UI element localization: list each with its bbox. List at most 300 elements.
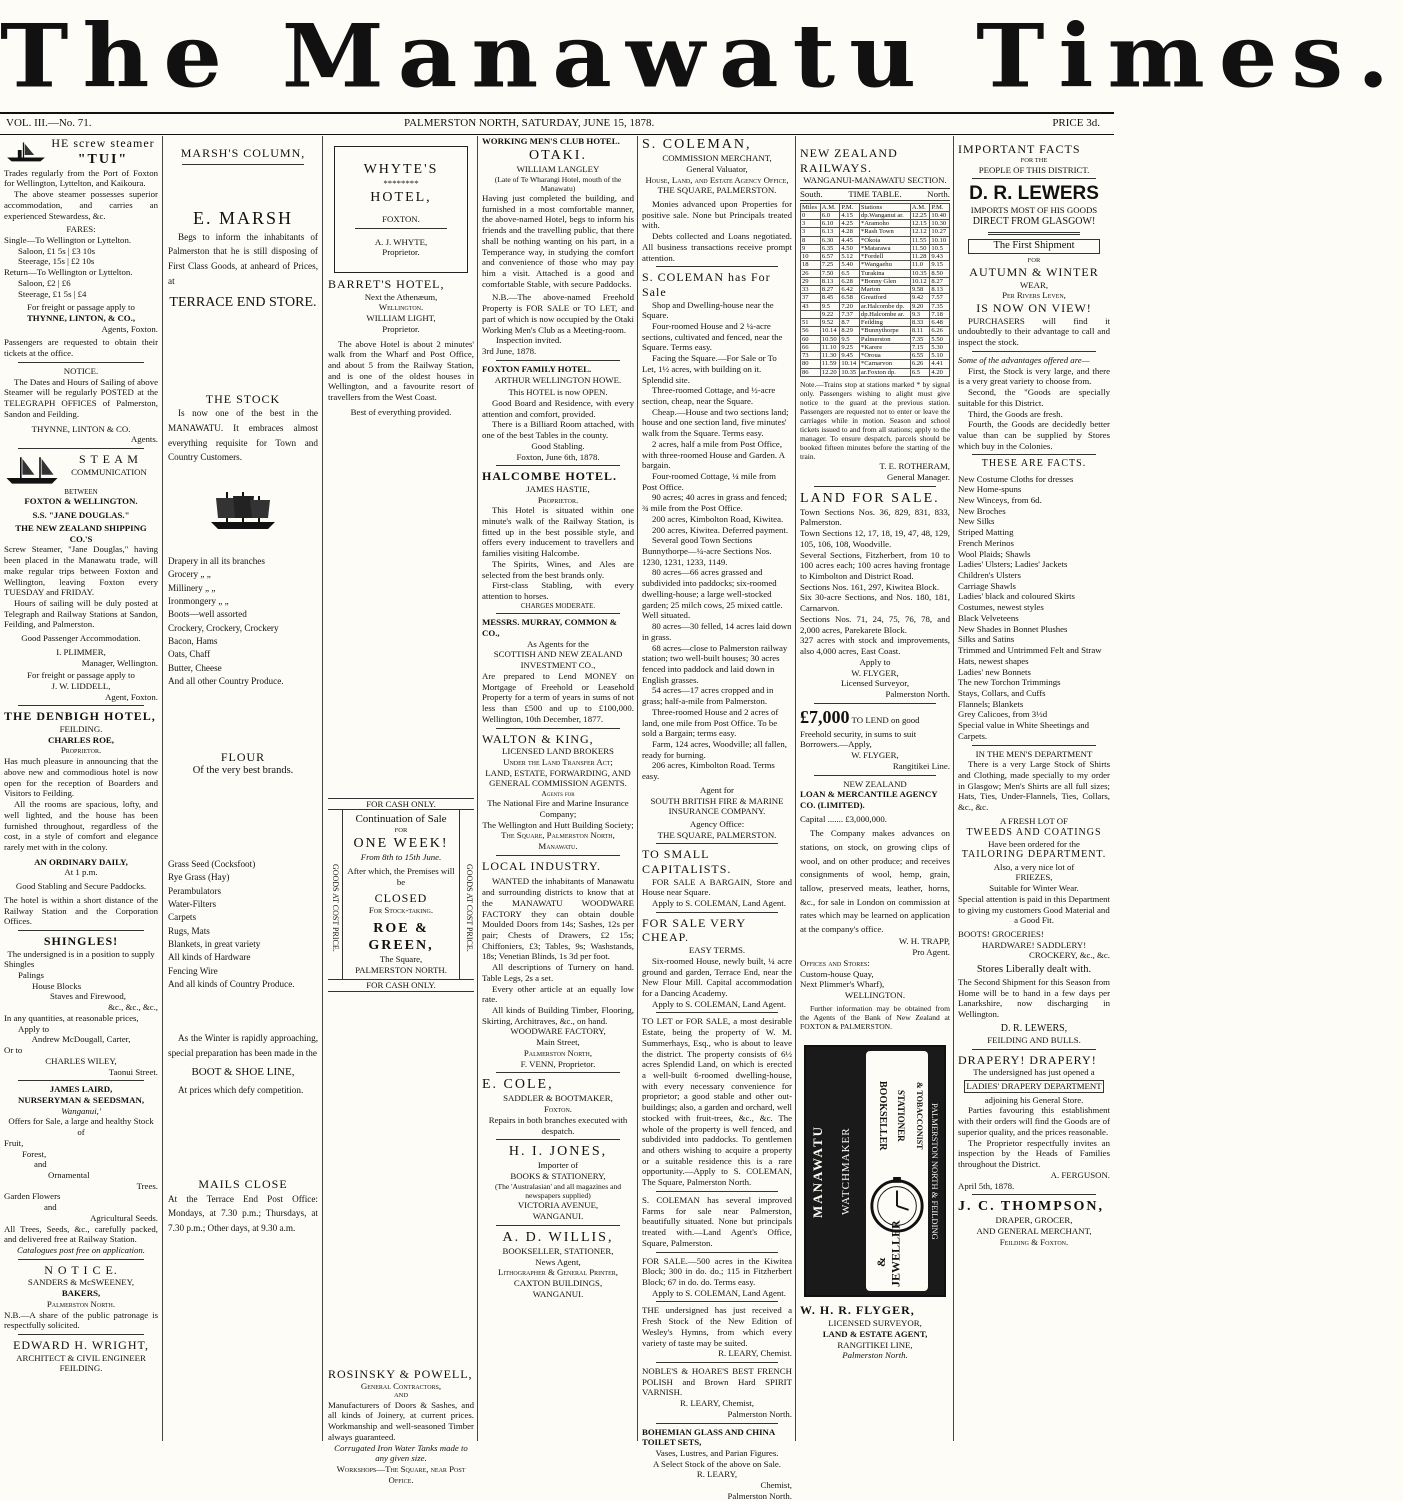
ad-text: TO LET or FOR SALE, a most desirable Estate, being the property of W. M. Summerhays, Esq., who is about to leave the district. The property consists of 6½ acres Splendid Land, on which is erected a well-built 6-roomed dwelling-house, with every necessary convenience for proprietor; a good stable and other out-buildings; also, a garden and orchard, well stocked with fruit-trees, &c., &c. The whole of the property is well fenced, and subdivided into paddocks. To gentlemen and others wishing to acquire a property or a suitable residence this is a rare opportunity.—Apply to S. COLEMAN, The Square, Palmerston North. (642, 1016, 792, 1188)
ad-subheading: TAILORING DEPARTMENT. (961, 849, 1107, 861)
timetable-row (801, 360, 950, 368)
timetable-row (801, 277, 950, 285)
ad-bakers (4, 1263, 158, 1331)
timetable-cell: 4.41 (930, 360, 950, 368)
ad-halcombe-hotel (482, 469, 634, 610)
ad-subheading: COMMUNICATION (71, 466, 147, 477)
trade: LICENSED SURVEYOR, (828, 1318, 922, 1329)
ad-text: The Spirits, Wines, and Ales are selected from the best brands only. (482, 558, 634, 580)
timetable-cell: 6.42 (840, 286, 860, 294)
ad-whytes-hotel (334, 146, 468, 273)
timetable-cell: 8.13 (930, 286, 950, 294)
ad-text: As Agents for the (527, 638, 589, 649)
ad-text: Begs to inform the inhabitants of Palmerston that he is still disposing of First Class Goods, at anheard of Prices, at (168, 231, 318, 286)
ad-text: (The 'Australasian' and all magazines and newspapers supplied) (494, 1181, 622, 1201)
timetable-cell: 7.57 (930, 294, 950, 302)
timetable-row (801, 335, 950, 343)
fare-line: Steerage, £1 5s | £4 (18, 288, 87, 299)
ad-text: AND (393, 1391, 409, 1399)
list-item: Wool Plaids; Shawls (958, 548, 1031, 559)
agent-name: Andrew McDougall, Carter, (31, 1034, 131, 1045)
list-item: All kinds of Hardware (168, 952, 251, 963)
address: RANGITIKEI LINE, (837, 1339, 913, 1350)
business-name: D. R. LEWERS (969, 183, 1099, 205)
timetable-cell: 10.14 (820, 327, 840, 335)
timetable-header: P.M. (930, 203, 950, 211)
section-heading: THE STOCK (205, 391, 281, 406)
ad-land-for-sale (800, 490, 950, 700)
ad-heading: BARRET'S HOTEL, (328, 277, 445, 292)
agent-name: THYNNE, LINTON, & CO., (26, 313, 136, 324)
list-item: 200 acres, Kimbolton Road, Kiwitea. (652, 513, 784, 524)
ad-text: FOR THE (1020, 156, 1048, 164)
ad-text: All kinds of Building Timber, Flooring, Skirting, Architraves, &c., on hand. (482, 1005, 634, 1026)
ad-bohemian-glass (642, 1427, 792, 1502)
list-item: Carpets (168, 912, 197, 923)
trade: COMMISSION MERCHANT, (662, 153, 772, 164)
ad-text: HARDWARE! SADDLERY! (981, 939, 1087, 950)
column-1 (4, 136, 158, 1441)
logo-text: & JEWELLER (874, 1220, 903, 1288)
list-item: Bacon, Hams (168, 636, 218, 647)
address: Main Street, (536, 1037, 580, 1048)
timetable-cell: 12.25 (910, 211, 930, 219)
agent-name: I. PLIMMER, (56, 646, 106, 657)
divider (656, 1362, 778, 1363)
place: Feilding & Foxton. (999, 1236, 1069, 1247)
ad-text: Catalogues post free on application. (17, 1245, 145, 1256)
timetable-cell: *Oroua (859, 352, 910, 360)
ad-heading: IMPORTANT FACTS (958, 142, 1081, 156)
fares-heading: FARES: (66, 224, 96, 235)
list-item: Garden Flowers (4, 1191, 61, 1202)
ad-text: Or to (4, 1045, 23, 1056)
ad-heading: S. COLEMAN has For Sale (642, 270, 771, 299)
list-item: House Blocks (32, 980, 82, 991)
ad-text: Every other article at an equally low rate. (482, 983, 634, 1005)
column-rule (477, 136, 478, 1441)
column-5 (642, 136, 792, 1501)
ship-icon (4, 136, 48, 164)
agent-role: Pro Agent. (912, 947, 950, 958)
ad-text: The Proprietor respectfully invites an inspection by the Heads of Families throughout the District. (958, 1137, 1110, 1170)
place: Wanganui,' (61, 1105, 101, 1116)
ad-text: Inspection invited. (496, 335, 562, 346)
ad-text: Good Stabling. (531, 440, 585, 451)
ad-text: Has much pleasure in announcing that the above new and commodious hotel is now open for the reception of Boarders and Visitors to Feilding. (4, 756, 158, 799)
timetable-cell: 9 (801, 244, 821, 252)
timetable-cell: 7.18 (930, 310, 950, 318)
fares-list (4, 235, 158, 299)
timetable-cell: Palmerston (859, 335, 910, 343)
column-rule (162, 136, 163, 1441)
timetable-cell: 6.0 (820, 211, 840, 219)
list-item: Black Velveteens (958, 612, 1019, 623)
timetable-cell: dp.Halcombe ar. (859, 310, 910, 318)
agent-role: Agents, Foxton. (101, 323, 158, 334)
ad-subheading: NURSERYMAN & SEEDSMAN, (17, 1094, 145, 1105)
ad-subheading: LADIES' DRAPERY DEPARTMENT (964, 1080, 1104, 1093)
ad-heading: LOAN & MERCANTILE AGENCY CO. (LIMITED). (800, 789, 938, 810)
ad-architect (4, 1338, 158, 1374)
business-name: SANDERS & McSWEENEY, (27, 1277, 135, 1288)
timetable-cell: 56 (801, 327, 821, 335)
list-item: Butter, Cheese (168, 662, 222, 673)
timetable-row (801, 253, 950, 261)
ad-heading: S T E A M (79, 451, 139, 466)
ad-subheading: THESE ARE FACTS. (981, 458, 1087, 470)
divider (18, 1259, 144, 1260)
ad-to-let (642, 1016, 792, 1188)
ad-text: The Company makes advances on stations, on stock, on growing clips of wool, and on other produce; and receives consignments of wool, hemp, grain, tallow, preserved meats, leather, horns, &c., for sale in London on commission at rates which may be learned on application at the company's office. (800, 828, 950, 934)
list-item: Costumes, newest styles (958, 602, 1044, 613)
column-title: MARSH'S COLUMN, (180, 146, 306, 160)
ad-french-polish (642, 1366, 792, 1420)
ad-text: After which, the Premises will be (347, 866, 455, 888)
divider (496, 855, 620, 856)
place: Palmerston North. (885, 688, 950, 699)
timetable-row (801, 352, 950, 360)
ad-text: Suitable for Winter Wear. (989, 883, 1079, 894)
timetable-cell: 8.27 (930, 277, 950, 285)
proprietor-role: Proprietor. (60, 745, 102, 756)
divider (972, 454, 1096, 455)
trade: LAND & ESTATE AGENT, (822, 1328, 928, 1339)
list-item: Carriage Shawls (958, 580, 1016, 591)
place: FEILDING. (59, 1363, 103, 1374)
ad-heading: FOR SALE VERY CHEAP. (642, 915, 746, 945)
ad-denbigh-hotel (4, 709, 158, 927)
timetable-cell: 60 (801, 335, 821, 343)
place: FEILDING AND BULLS. (987, 1034, 1081, 1045)
address: THE SQUARE, PALMERSTON. (657, 829, 777, 840)
ad-manawatu-jeweller-logo (804, 1045, 946, 1297)
list-item: Ladies' Ulsters; Ladies' Jackets (958, 559, 1068, 570)
trade: BOOKSELLER, STATIONER, (502, 1245, 614, 1256)
timetable-cell: 9.52 (820, 319, 840, 327)
list-item: Perambulators (168, 885, 222, 896)
place: Palmerston North, (523, 1047, 593, 1058)
timetable-cell: 11.10 (820, 343, 840, 351)
section-heading: BOOT & SHOE LINE, (191, 1065, 295, 1078)
timetable-title: TIME TABLE. (848, 188, 902, 199)
ad-text: Apply to S. COLEMAN, Land Agent. (652, 998, 786, 1009)
agent-role: Manager, Wellington. (81, 657, 158, 668)
company-name: THE NEW ZEALAND SHIPPING CO.'S (15, 522, 147, 544)
ad-heading: LOCAL INDUSTRY. (482, 858, 602, 873)
ad-text: The undersigned has just opened a (973, 1067, 1095, 1078)
ad-text: Of the very best brands. (192, 765, 294, 777)
price: PRICE 3d. (1052, 117, 1100, 129)
trade: Licensed Surveyor, (840, 678, 910, 689)
ad-subheading: Stores Liberally dealt with. (976, 964, 1092, 976)
list-item: New Home-spuns (958, 484, 1022, 495)
list-item: Oats, Chaff (168, 649, 211, 660)
address: Custom-house Quay, (800, 968, 874, 979)
timetable-header: A.M. (820, 203, 840, 211)
timetable-cell: 5.50 (930, 335, 950, 343)
ad-text: Are prepared to Lend MONEY on Mortgage of Freehold or Leasehold Property for a term of years in sums of not less than £500 and up to £100,000. Wellington, 10th December, 1877. (482, 670, 634, 724)
list-item: 68 acres—close to Palmerston railway station; two well-built houses; 30 acres fenced into paddock and laid down in English grasses. (642, 642, 788, 685)
ad-heading: WHYTE'S (363, 162, 439, 177)
timetable-cell: 11.59 (820, 360, 840, 368)
timetable-cell: 7.50 (820, 269, 840, 277)
list-item: New Broches (958, 505, 1006, 516)
list-item: 90 acres; 40 acres in grass and fenced; ¾ mile from the Post Office. (642, 492, 788, 514)
direction-label: South. (800, 188, 823, 199)
timetable-cell: 6.30 (820, 236, 840, 244)
ad-text: All Trees, Seeds, &c., carefully packed, and delivered free at Railway Station. (4, 1223, 158, 1245)
company-name: SCOTTISH AND NEW ZEALAND INVESTMENT CO., (493, 649, 623, 671)
ad-otaki-hotel (482, 136, 634, 357)
ornament: ******** (383, 178, 419, 189)
goods-list (168, 555, 318, 688)
ad-text: Corrugated Iron Water Tanks made to any given size. (334, 1442, 468, 1464)
newspaper-title: The Manawatu Times. (0, 4, 1403, 108)
divider (18, 930, 144, 931)
business-name: WOODWARE FACTORY, (510, 1026, 606, 1037)
ad-heading: SHINGLES! (43, 933, 119, 948)
list-item: and (34, 1159, 47, 1170)
list-item: Fruit, (4, 1137, 24, 1148)
place: Palmerston North. (46, 1298, 116, 1309)
timetable-header: A.M. (910, 203, 930, 211)
ad-text: This HOTEL is now OPEN. (508, 387, 608, 398)
timetable-cell: 11.30 (820, 352, 840, 360)
proprietor-name: F. VENN, Proprietor. (520, 1058, 596, 1069)
ship-icon (4, 452, 60, 488)
address: The Square, (379, 954, 423, 965)
divider (355, 228, 447, 229)
timetable-cell: 10 (801, 253, 821, 261)
ad-text: A Select Stock of the above on Sale. (652, 1458, 781, 1469)
timetable-cell: 5.12 (840, 253, 860, 261)
timetable-cell: 9.20 (910, 302, 930, 310)
ad-text: Under the Land Transfer Act; (503, 756, 613, 767)
trade: BOOKS & STATIONERY, (510, 1171, 606, 1182)
ad-text: NEW ZEALAND (843, 778, 907, 789)
timetable-cell: 9.43 (930, 253, 950, 261)
ad-text: Apply to S. COLEMAN, Land Agent. (652, 898, 786, 909)
list-item: Shop and Dwelling-house near the Square. (642, 299, 774, 321)
property-list (642, 300, 792, 782)
timetable-cell: 4.20 (930, 368, 950, 376)
ad-heading: E. COLE, (482, 1077, 554, 1093)
timetable-cell: 6.26 (910, 360, 930, 368)
ad-leary-hymns (642, 1305, 792, 1359)
divider (18, 362, 144, 363)
timetable-cell: 51 (801, 319, 821, 327)
timetable-row (801, 302, 950, 310)
trade: BAKERS, (61, 1288, 101, 1299)
store-name: TERRACE END STORE. (169, 295, 317, 311)
list-item: Silks and Satins (958, 634, 1015, 645)
list-item: Facing the Square.—For Sale or To Let, 1½ acres, with building on it. Splendid site. (642, 353, 777, 385)
divider (814, 486, 936, 487)
timetable-cell: 5.30 (930, 343, 950, 351)
timetable-cell: 6.35 (820, 244, 840, 252)
list-item: Crockery, Crockery, Crockery (168, 622, 279, 633)
address: Workshops—The Square, near Post Office. (336, 1464, 466, 1485)
ad-banner: FOR CASH ONLY. (366, 979, 436, 990)
timetable-cell: 8.11 (910, 327, 930, 335)
divider (656, 1191, 778, 1192)
address: Next Plimmer's Wharf), (800, 979, 885, 990)
ad-text: Apply to S. COLEMAN, Land Agent. (652, 1287, 786, 1298)
list-item: Grey Calicoes, from 3½d (958, 709, 1048, 720)
ad-heading: ONE WEEK! (353, 835, 449, 851)
address: Taonui Street. (108, 1066, 158, 1077)
business-name: E. MARSH (192, 207, 293, 228)
fare-line: Single—To Wellington or Lyttelton. (4, 235, 132, 246)
timetable-cell: 80 (801, 360, 821, 368)
column-rule (322, 136, 323, 1441)
ad-text: FOR (394, 826, 408, 834)
ad-heading: HE screw steamer (51, 136, 155, 150)
divider (328, 991, 474, 992)
section-heading: MAILS CLOSE (198, 1177, 288, 1192)
timetable-cell: 6.28 (840, 277, 860, 285)
timetable-cell: 8.7 (840, 319, 860, 327)
ad-text: Some of the advantages offered are— (958, 354, 1090, 365)
timetable-cell: 6.48 (930, 319, 950, 327)
business-name: ROE & GREEN, (368, 921, 434, 954)
list-item: Trimmed and Untrimmed Felt and Straw Hats, newest shapes (958, 645, 1102, 666)
timetable-row (801, 310, 950, 318)
company-name: SOUTH BRITISH FIRE & MARINE INSURANCE COMPANY. (650, 795, 784, 817)
proprietor-name: CHARLES ROE, (48, 734, 114, 745)
list-item: Flannels; Blankets (958, 698, 1024, 709)
list-item: Ironmongery „ „ (168, 596, 229, 607)
timetable-cell: 9.45 (840, 352, 860, 360)
ad-subheading: FRIEZES, (1015, 872, 1053, 883)
column-rule (795, 136, 796, 1441)
list-item: New Costume Cloths for dresses (958, 473, 1074, 484)
divider (18, 448, 144, 449)
divider (656, 1012, 778, 1013)
ad-foxton-family-hotel (482, 364, 634, 462)
list-item: Four-roomed House and 2 ¼-acre sections, cultivated and fenced, near the Square. Terms easy. (642, 320, 783, 353)
list-item: And all kinds of Country Produce. (168, 978, 295, 989)
ad-heading: CLOSED (374, 890, 428, 905)
ad-text: The Second Shipment for this Season from Home will be to hand in a few days per Lanarkshire, now discharging in Wellington. (958, 976, 1110, 1020)
ad-text: Vases, Lustres, and Parian Figures. (655, 1448, 779, 1459)
timetable-note: Note.—Trains stop at stations marked * by signal only. Passengers wishing to alight must give notice to the guard at the previous station. Passengers are requested not to enter or leave the carriages while in motion. Season and school tickets issued to and from all stations; apply to the manager. To ensure despatch, parcels should be booked fifteen minutes before the starting of the train. (800, 379, 950, 462)
ad-text: Apply to (18, 1023, 50, 1034)
ad-text: FOR SALE A BARGAIN, Store and House near Square. (642, 876, 792, 898)
proprietor-role: Proprietor. (382, 323, 420, 334)
list-item: Forest, (22, 1148, 47, 1159)
list-item: And all other Country Produce. (168, 676, 284, 687)
agent-name: CHARLES WILEY, (45, 1055, 117, 1066)
timetable-cell: 7.20 (840, 302, 860, 310)
ad-barrets-hotel (328, 277, 474, 418)
date: Foxton, June 6th, 1878. (516, 451, 600, 462)
ad-text: TO LEND on good Freehold security, in sums to suit Borrowers.—Apply, (800, 714, 920, 750)
ad-text: This Hotel is situated within one minute's walk of the Railway Station, is fitted up in the best possible style, and offers every inducement to travellers and families visiting Halcombe. (482, 505, 634, 559)
timetable-cell: *Bonny Glen (859, 277, 910, 285)
divider (496, 1072, 620, 1073)
list-item: Children's Ulsters (958, 570, 1021, 581)
agent-role: Agent, Foxton. (104, 691, 158, 702)
ad-jones-books (482, 1143, 634, 1221)
ad-text: BOOTS! GROCERIES! (958, 928, 1044, 939)
place: PALMERSTON NORTH. (355, 965, 447, 976)
list-item: The new Torchon Trimmings (958, 677, 1061, 688)
ad-heading: WALTON & KING, (482, 731, 594, 746)
ad-text: The above Hotel is about 2 minutes' walk from the Wharf and Post Office, and about 5 from the Railway Station, and is one of the oldest houses in Wellington, and a favourite resort of travellers from the West Coast. (328, 338, 474, 403)
manager-role: General Manager. (886, 471, 950, 482)
ad-text: At the Terrace End Post Office: Mondays, at 7.30 p.m.; Thursdays, at 7.30 p.m.; Other days, at 9.30 a.m. (168, 1194, 318, 1233)
list-item: &c., &c., &c., (108, 1002, 158, 1013)
timetable-cell: *Wangaehu (859, 261, 910, 269)
timetable-cell: Feilding (859, 319, 910, 327)
address: THE SQUARE, PALMERSTON. (657, 185, 777, 196)
ad-text: A FRESH LOT OF (999, 815, 1069, 826)
trade: Chemist, (760, 1480, 792, 1491)
place: WANGANUI. (532, 1288, 584, 1299)
ad-thompson-draper (958, 1198, 1110, 1247)
agent-name: W. H. TRAPP, (898, 936, 950, 947)
divider (182, 164, 304, 165)
place: Palmerston North. (727, 1408, 792, 1419)
list-item: Ornamental (48, 1169, 90, 1180)
timetable-cell: *Okoia (859, 236, 910, 244)
list-item: Special value in White Sheetings and Carpets. (958, 720, 1090, 741)
business-name: R. LEARY, Chemist. (718, 1348, 792, 1359)
logo-text: BOOKSELLER (877, 1080, 888, 1151)
route: FOXTON & WELLINGTON. (24, 496, 138, 507)
list-item: Boots—well assorted (168, 609, 247, 620)
ad-text: (Late of Te Wharangi Hotel, mouth of the Manawatu) (494, 174, 622, 193)
list-item: Blankets, in great variety (168, 938, 261, 949)
timetable-header: Stations (859, 203, 910, 211)
proprietor-name: WILLIAM LANGLEY (516, 163, 600, 174)
timetable-cell: Turakina (859, 269, 910, 277)
list-item: Striped Matting (958, 527, 1014, 538)
list-item: 80 acres—66 acres grassed and subdivided into paddocks; six-roomed dwelling-house; a large well-stocked garden; 25 milch cows, 25 mixed cattle. Well situated. (642, 567, 783, 621)
timetable-row (801, 261, 950, 269)
timetable-cell: 9.25 (840, 343, 860, 351)
timetable-cell: 8.29 (840, 327, 860, 335)
trade: LICENSED LAND BROKERS (502, 746, 614, 757)
date: April 5th, 1878. (958, 1180, 1015, 1191)
timetable-cell: 4.15 (840, 211, 860, 219)
column-rule (953, 136, 954, 1441)
ad-text: Repairs in both branches executed with despatch. (488, 1114, 628, 1136)
ad-subheading: AUTUMN & WINTER (969, 265, 1099, 280)
timetable-cell: 12.20 (820, 368, 840, 376)
divider (656, 843, 778, 844)
ad-text: For freight or passage apply to (27, 302, 135, 313)
ad-text: For Stock-taking. (368, 905, 434, 916)
divider (656, 912, 778, 913)
manager-name: T. E. ROTHERAM, (879, 461, 950, 472)
ad-notice (4, 366, 158, 445)
agent-role: Agents. (130, 434, 158, 445)
ad-heading: J. C. THOMPSON, (958, 1199, 1105, 1215)
divider (496, 465, 620, 466)
company-name: The National Fire and Marine Insurance Company; (487, 798, 629, 819)
timetable-cell: 8.45 (820, 294, 840, 302)
ad-text: All descriptions of Turnery on hand. Table Legs, 2s a set. (482, 962, 634, 983)
list-item: Palings (18, 970, 44, 981)
timetable-cell: 11.55 (910, 236, 930, 244)
list-item: Rugs, Mats (168, 925, 210, 936)
ad-very-cheap (642, 916, 792, 1010)
timetable-row (801, 286, 950, 294)
list-item: and (44, 1202, 57, 1213)
